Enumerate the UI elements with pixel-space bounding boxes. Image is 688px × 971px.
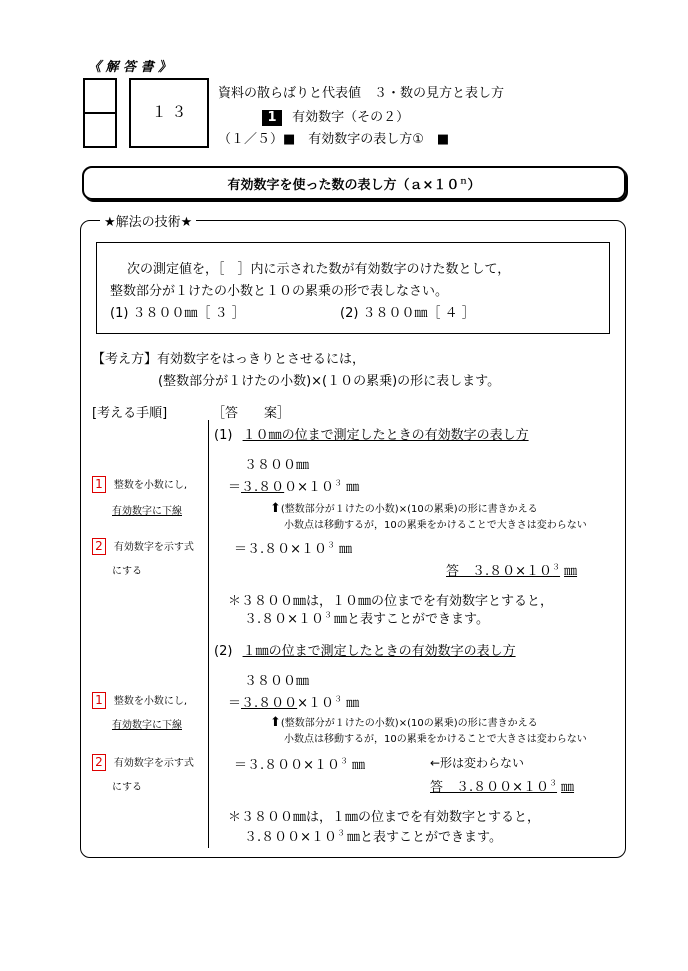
part1-expr-text: ＝３.８０×１０ xyxy=(234,542,328,557)
title-bar xyxy=(82,166,626,200)
part1-expression xyxy=(234,538,352,557)
part2-comment-tail: ㎜と表すことができます。 xyxy=(347,830,502,845)
problem-item-1: (1) ３８００㎜［ ３ ］ xyxy=(110,306,245,321)
step1-number-badge-2: 1 xyxy=(92,692,106,709)
part2-heading-text: １㎜の位まで測定したときの有効数字の表し方 xyxy=(242,644,516,659)
up-arrow-icon: ⬆ xyxy=(270,501,281,516)
part2-note-1-text: (整数部分が１けたの小数)×(10の累乗)の形に書きかえる xyxy=(280,718,538,729)
problem-item-2: (2) ３８００㎜［ ４ ］ xyxy=(340,306,475,321)
part1-eq-rest: ０×１０ xyxy=(284,480,335,495)
steps-header: [考える手順] xyxy=(92,406,168,421)
step1-text-1: 整数を小数にし, xyxy=(113,480,188,491)
part1-step2 xyxy=(92,538,194,555)
part1-answer xyxy=(446,560,577,579)
part2-expr-text: ＝３.８００×１０ xyxy=(234,758,341,773)
problem-line-1: 次の測定値を，［ ］内に示された数が有効数字のけた数として， xyxy=(127,262,511,277)
part1-comment-tail: ㎜と表すことができます。 xyxy=(334,612,489,627)
step2-number-badge-2: 2 xyxy=(92,754,106,771)
part2-shape-note: ←形は変わらない xyxy=(430,756,525,770)
part1-answer-exponent: ３ xyxy=(552,562,561,572)
part1-step2-line2: にする xyxy=(112,566,142,577)
part1-step1 xyxy=(92,476,187,493)
up-arrow-icon-2: ⬆ xyxy=(270,715,281,730)
part1-answer-unit: ㎜ xyxy=(564,564,578,579)
technique-label: ★解法の技術★ xyxy=(100,211,196,230)
part2-answer xyxy=(430,776,574,795)
approach-text-1: 有効数字をはっきりとさせるには， xyxy=(157,352,366,367)
subject-title: 資料の散らばりと代表値 ３・数の見方と表し方 xyxy=(218,86,505,101)
part2-step1-line2: 有効数字に下線 xyxy=(112,720,182,731)
part1-step1-line2: 有効数字に下線 xyxy=(112,506,182,517)
part2-expression xyxy=(234,754,365,773)
part2-answer-text: 答 ３.８００×１０ xyxy=(430,780,550,795)
part1-eq-prefix: ＝ xyxy=(228,480,242,495)
part2-comment-1: ＊３８００㎜は，１㎜の位までを有効数字とすると， xyxy=(228,810,541,825)
part2-heading xyxy=(214,640,516,659)
part1-expr-unit: ㎜ xyxy=(339,542,353,557)
approach-line-1 xyxy=(92,348,365,367)
part2-comment-exponent: ３ xyxy=(337,828,346,838)
step2-number-badge: 2 xyxy=(92,538,106,555)
part2-note-1 xyxy=(270,714,538,730)
part2-comment-expr: ３.８００×１０ xyxy=(244,830,338,845)
title-bar-text xyxy=(84,174,624,193)
part1-eq-exponent: ３ xyxy=(334,478,343,488)
lesson-number: １ ３ xyxy=(151,103,187,121)
step1-text-1-2: 整数を小数にし, xyxy=(113,696,188,707)
grade-box-divider xyxy=(85,112,115,114)
part2-answer-exponent: ３ xyxy=(549,778,558,788)
answer-header: ［答 案］ xyxy=(212,406,291,421)
step1-number-badge: 1 xyxy=(92,476,106,493)
part2-equation xyxy=(228,692,359,711)
part2-eq-unit: ㎜ xyxy=(346,696,360,711)
part2-comment-2 xyxy=(244,826,502,845)
title-text: 有効数字を使った数の表し方（ａ×１０ xyxy=(227,178,460,193)
part1-comment-expr: ３.８０×１０ xyxy=(244,612,325,627)
part1-value: ３８００㎜ xyxy=(244,458,310,473)
part2-step2 xyxy=(92,754,194,771)
part1-comment-1: ＊３８００㎜は，１０㎜の位までを有効数字とすると， xyxy=(228,594,554,609)
title-exponent: ｎ xyxy=(459,176,468,186)
part2-heading-number: (2) xyxy=(214,644,233,659)
part2-eq-exponent: ３ xyxy=(334,694,343,704)
step2-text-1: 有効数字を示す式 xyxy=(113,542,194,553)
part2-answer-unit: ㎜ xyxy=(561,780,575,795)
part1-note-1-text: (整数部分が１けたの小数)×(10の累乗)の形に書きかえる xyxy=(280,504,538,515)
part1-heading-number: (1) xyxy=(214,428,233,443)
section-number-badge: 1 xyxy=(262,110,282,126)
part2-step1 xyxy=(92,692,187,709)
step2-text-1-2: 有効数字を示す式 xyxy=(113,758,194,769)
part2-step2-line2: にする xyxy=(112,782,142,793)
approach-line-2: (整数部分が１けたの小数)×(１０の累乗)の形に表します。 xyxy=(158,374,501,389)
part2-note-2: 小数点は移動するが，10の累乗をかけることで大きさは変わらない xyxy=(284,734,587,745)
part1-comment-2 xyxy=(244,608,489,627)
part2-eq-rest: ×１０ xyxy=(297,696,335,711)
problem-line-2: 整数部分が１けたの小数と１０の累乗の形で表しなさい。 xyxy=(110,284,449,299)
part1-answer-text: 答 ３.８０×１０ xyxy=(446,564,553,579)
part1-note-2: 小数点は移動するが，10の累乗をかけることで大きさは変わらない xyxy=(284,520,587,531)
approach-label: 【考え方】 xyxy=(92,352,158,367)
sub-line: （１／５）■ 有効数字の表し方① ■ xyxy=(218,132,450,147)
grade-box xyxy=(83,78,117,148)
title-close: ） xyxy=(467,178,481,193)
column-divider xyxy=(208,420,209,848)
part1-eq-significant: ３.８０ xyxy=(241,480,285,495)
answer-sheet-label: 《 解 答 書 》 xyxy=(88,60,172,75)
part1-comment-exponent: ３ xyxy=(324,610,333,620)
part2-eq-prefix: ＝ xyxy=(228,696,242,711)
part2-value: ３８００㎜ xyxy=(244,674,310,689)
part2-expr-unit: ㎜ xyxy=(352,758,366,773)
part1-note-1 xyxy=(270,500,538,516)
part2-expr-exponent: ３ xyxy=(340,756,349,766)
section-title: 有効数字（その２） xyxy=(292,110,410,125)
number-box xyxy=(129,78,209,148)
part1-heading-text: １０㎜の位まで測定したときの有効数字の表し方 xyxy=(242,428,529,443)
part1-expr-exponent: ３ xyxy=(327,540,336,550)
part1-heading xyxy=(214,424,529,443)
part2-eq-significant: ３.８００ xyxy=(241,696,298,711)
part1-eq-unit: ㎜ xyxy=(346,480,360,495)
part1-equation xyxy=(228,476,359,495)
section-line xyxy=(262,106,409,126)
